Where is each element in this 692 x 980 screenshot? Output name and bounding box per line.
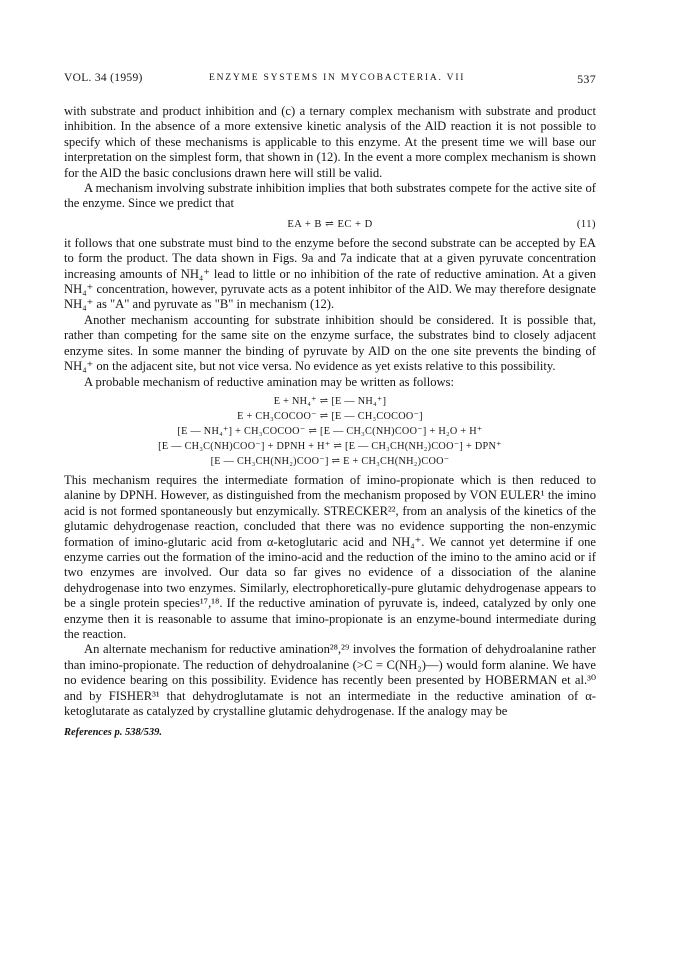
paragraph-probable-mechanism: A probable mechanism of reductive amination may be written as follows: [84,374,455,389]
paragraph-imino-propionate: This mechanism requires the intermediate formation of imino-propionate which is then reduced to alanine by DPNH. However, as distinguished from the mechanism proposed by VON EULER¹ the imino acid is not formed spontaneously but enzymically. STRECKER²², from an analysis of the kinetics of the glutamic dehydrogenase reaction, concluded that there was no evidence supporting the non-enzymic formation of imino-glutaric acid from α-ketoglutaric acid and NH₄⁺. We cannot yet determine if one enzyme carries out the formation of the imino-acid and the reduction of the imino to the amino acid or if two enzymes are involved. Our data so far gives no evidence of a dissociation of the alanine dehydrogenase into two enzymes. Similarly, electrophoretically-pure glutamic dehydrogenase appears to be a single protein species¹⁷,¹⁸. If the reductive amination of pyruvate is, indeed, catalyzed by only one enzyme then it is reasonable to assume that imino-propionate is an enzyme-bound intermediate during the reaction. [64,472,596,641]
equation-11-number: (11) [576,218,596,230]
page-number: 537 [577,72,596,86]
paragraph-designation: it follows that one substrate must bind to the enzyme before the second substrate can be accepted by EA to form the product. The data shown in Figs. 9a and 7a indicate that at a given pyruvate concentration increasing amounts of NH₄⁺ lead to little or no inhibition of the rate of reductive amination. At a given NH₄⁺ concentration, however, pyruvate acts as a potent inhibitor of the AlD. We may therefore designate NH₄⁺ as "A" and pyruvate as "B" in mechanism (12). [64,235,596,312]
paragraph-continuation: with substrate and product inhibition and (c) a ternary complex mechanism with substrate and product inhibition. In the absence of a more extensive kinetic analysis of the AlD reaction it is not possible to specify which of these mechanisms is applicable to this enzyme. At the present time we will base our interpretation on the simplest form, that shown in (12). In the event a more complex mechanism is shown for the AlD the basic conclusions drawn here will still be valid. [64,104,596,180]
paragraph-substrate-inhibition: A mechanism involving substrate inhibition implies that both substrates compete for the active site of the enzyme. Since we predict that [64,181,596,211]
running-title: ENZYME SYSTEMS IN MYCOBACTERIA. VII [209,73,466,83]
references-note: References p. 538/539. [64,727,162,739]
paragraph-dehydroalanine: An alternate mechanism for reductive amination²⁸,²⁹ involves the formation of dehydroalanine rather than imino-propionate. The reduction of dehydroalanine (>C = C(NH₂)—) would form alanine. We have no evidence bearing on this possibility. Evidence has recently been presented by HOBERMAN et al.³⁰ and by FISHER³¹ that dehydroglutamate is not an intermediate in the reductive amination of α-ketoglutarate as catalyzed by crystalline glutamic dehydrogenase. If the analogy may be [64,642,596,718]
equation-11 [64,217,596,233]
mechanism-equation-line: [E — CH₃C(NH)COO⁻] + DPNH + H⁺ ⇌ [E — CH₃CH(NH₂)COO⁻] + DPN⁺ [158,440,502,452]
volume-label: VOL. 34 (1959) [64,72,143,84]
equation-11-text: EA + B ⇌ EC + D [287,218,373,230]
mechanism-equation-line: [E — CH₃CH(NH₂)COO⁻] ⇌ E + CH₃CH(NH₂)COO⁻ [210,455,450,467]
running-header [64,72,596,88]
paragraph-adjacent-sites: Another mechanism accounting for substrate inhibition should be considered. It is possible that, rather than competing for the same site on the enzyme surface, the substrates bind to closely adjacent enzyme sites. In some manner the binding of pyruvate by AlD on the one site prevents the binding of NH₄⁺ on the adjacent site, but not vice versa. No evidence as yet exists relative to this possibility. [64,312,596,374]
mechanism-equation-line: [E — NH₄⁺] + CH₃COCOO⁻ ⇌ [E — CH₃C(NH)COO⁻] + H₂O + H⁺ [177,425,483,437]
mechanism-equation-line: E + NH₄⁺ ⇌ [E — NH₄⁺] [273,395,387,407]
mechanism-equations [64,394,596,469]
article-body [64,104,596,741]
mechanism-equation-line: E + CH₃COCOO⁻ ⇌ [E — CH₃COCOO⁻] [237,410,423,422]
